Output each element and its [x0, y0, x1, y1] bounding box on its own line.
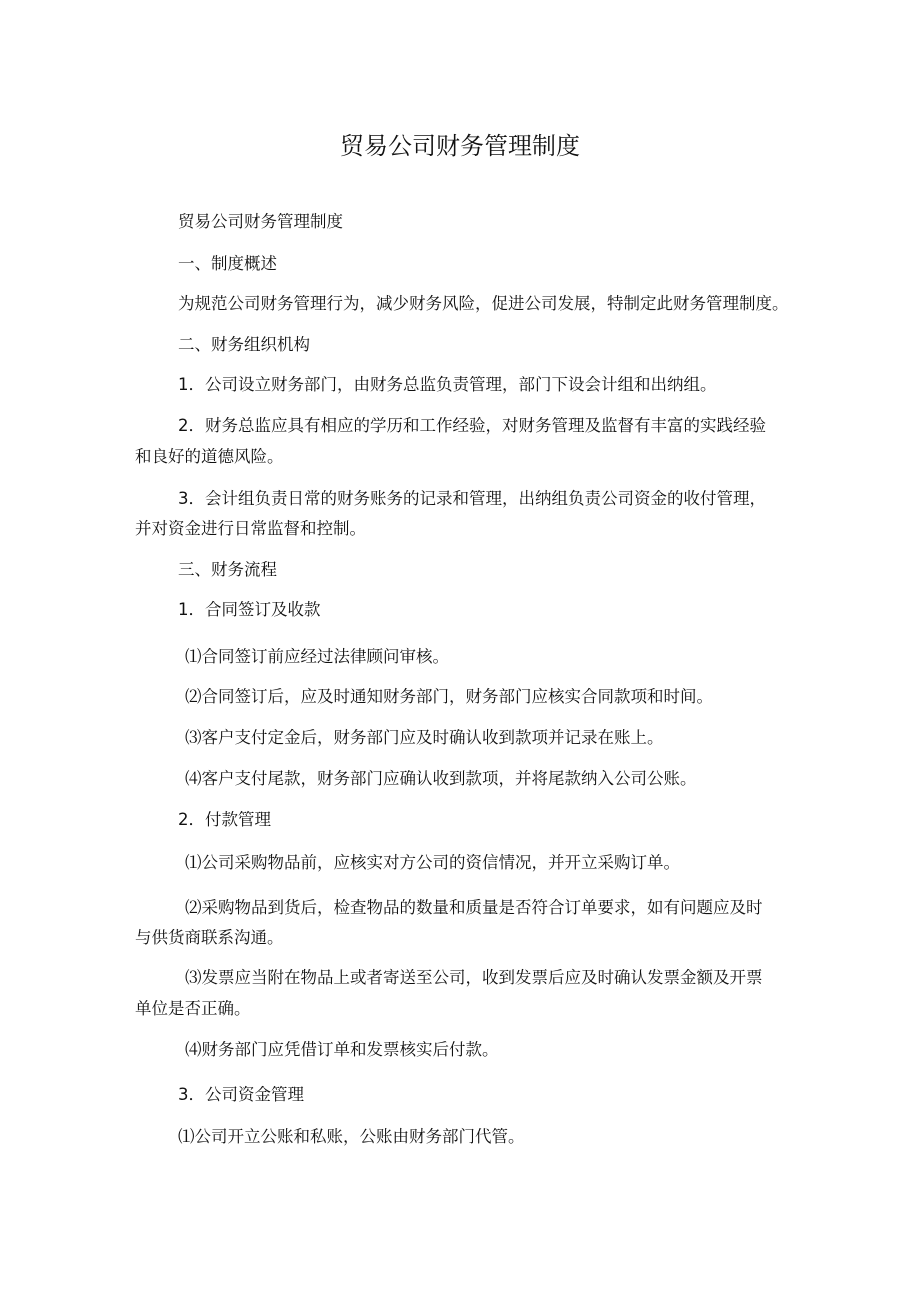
- paragraph: 为规范公司财务管理行为，减少财务风险，促进公司发展，特制定此财务管理制度。: [178, 294, 789, 313]
- list-item: 3．会计组负责日常的财务账务的记录和管理，出纳组负责公司资金的收付管理，: [178, 489, 766, 508]
- section-heading: 三、财务流程: [178, 560, 277, 579]
- list-item-continuation: 和良好的道德风险。: [135, 447, 284, 466]
- list-item: ⑴合同签订前应经过法律顾问审核。: [185, 647, 449, 666]
- subsection-heading: 2．付款管理: [178, 810, 271, 829]
- list-item: 2．财务总监应具有相应的学历和工作经验，对财务管理及监督有丰富的实践经验: [178, 416, 766, 435]
- list-item: ⑵合同签订后，应及时通知财务部门，财务部门应核实合同款项和时间。: [185, 687, 713, 706]
- subsection-heading: 1．合同签订及收款: [178, 600, 321, 619]
- subtitle: 贸易公司财务管理制度: [178, 212, 343, 231]
- document-title: 贸易公司财务管理制度: [340, 132, 580, 160]
- list-item: ⑷客户支付尾款，财务部门应确认收到款项，并将尾款纳入公司公账。: [185, 769, 697, 788]
- list-item-continuation: 单位是否正确。: [135, 999, 251, 1018]
- list-item: ⑷财务部门应凭借订单和发票核实后付款。: [185, 1040, 499, 1059]
- section-heading: 二、财务组织机构: [178, 335, 310, 354]
- list-item-continuation: 并对资金进行日常监督和控制。: [135, 519, 366, 538]
- section-heading: 一、制度概述: [178, 254, 277, 273]
- list-item: ⑴公司开立公账和私账，公账由财务部门代管。: [178, 1127, 525, 1146]
- list-item: ⑴公司采购物品前，应核实对方公司的资信情况，并开立采购订单。: [185, 853, 680, 872]
- subsection-heading: 3．公司资金管理: [178, 1085, 304, 1104]
- list-item-continuation: 与供货商联系沟通。: [135, 928, 284, 947]
- list-item: ⑶发票应当附在物品上或者寄送至公司，收到发票后应及时确认发票金额及开票: [185, 968, 763, 987]
- list-item: ⑶客户支付定金后，财务部门应及时确认收到款项并记录在账上。: [185, 728, 664, 747]
- list-item: ⑵采购物品到货后，检查物品的数量和质量是否符合订单要求，如有问题应及时: [185, 898, 763, 917]
- list-item: 1．公司设立财务部门，由财务总监负责管理，部门下设会计组和出纳组。: [178, 375, 717, 394]
